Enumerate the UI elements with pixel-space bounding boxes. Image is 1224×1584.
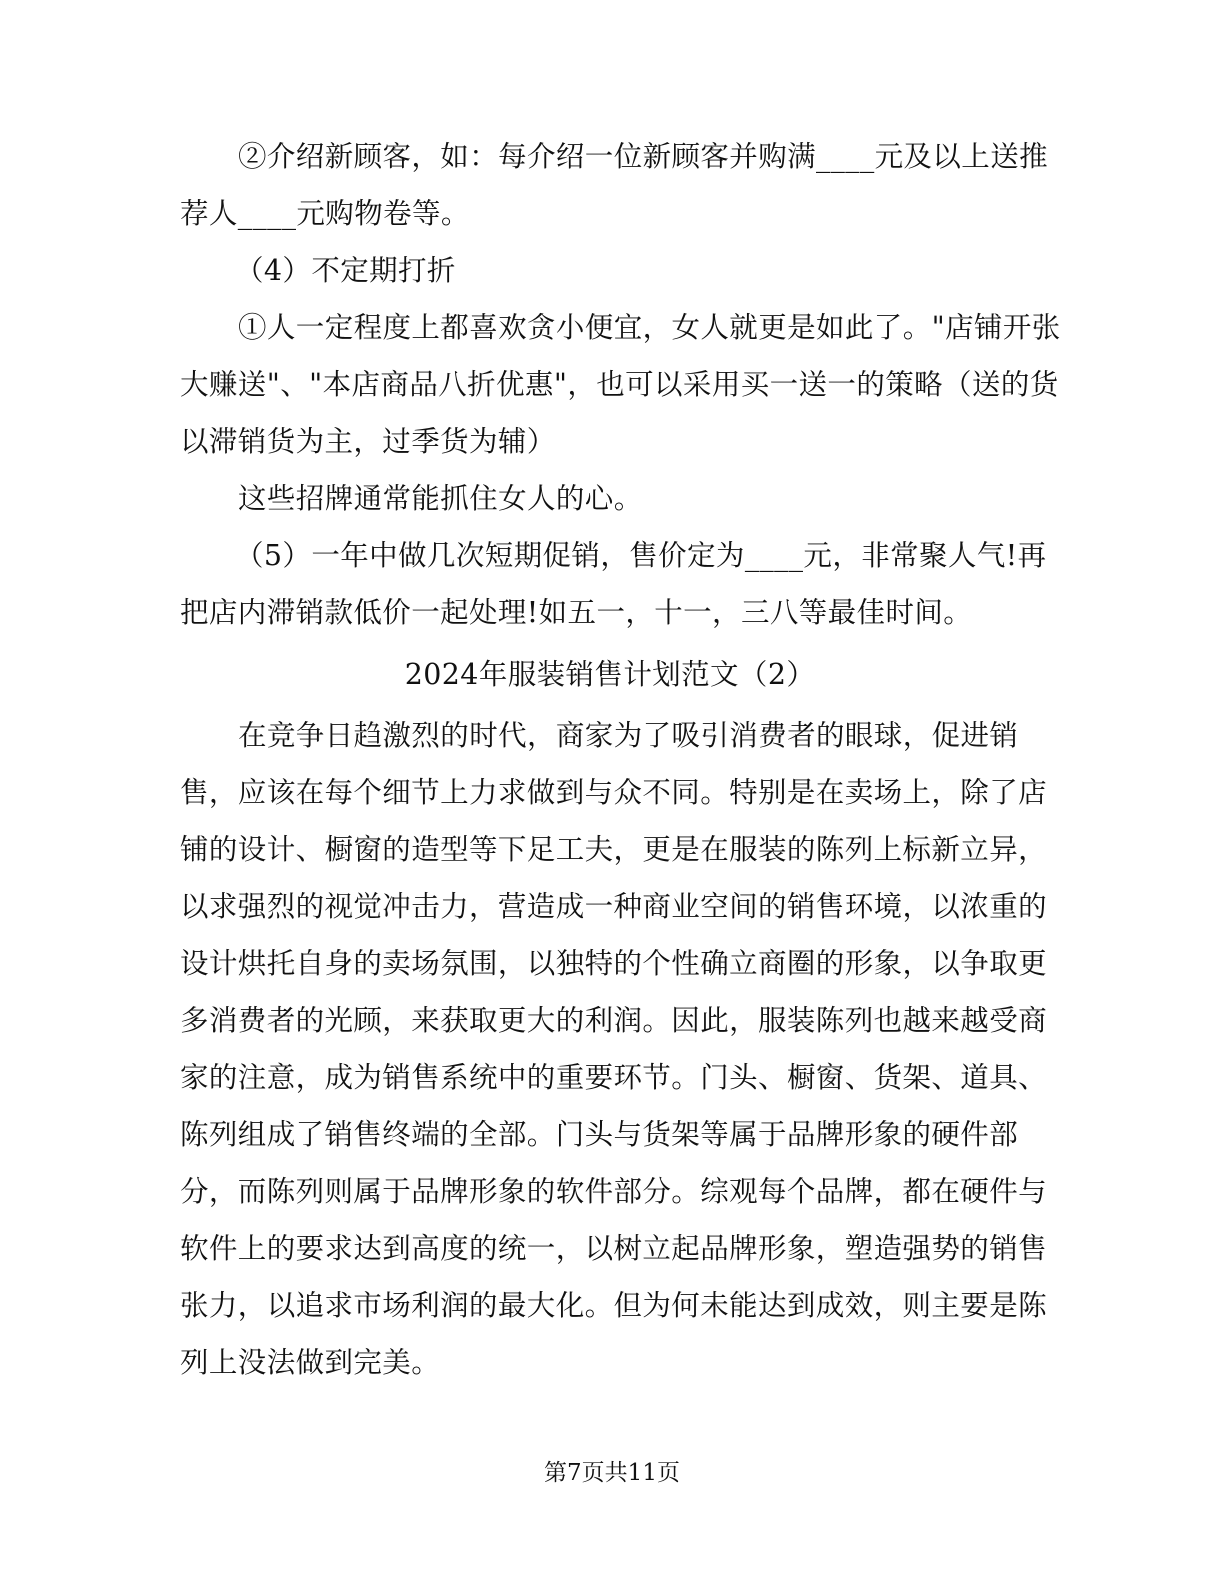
subheading-line: （4）不定期打折 — [235, 254, 456, 287]
paragraph-line: 分，而陈列则属于品牌形象的软件部分。综观每个品牌，都在硬件与 — [180, 1175, 1048, 1208]
paragraph-line: 陈列组成了销售终端的全部。门头与货架等属于品牌形象的硬件部 — [180, 1118, 1019, 1151]
document-body — [180, 128, 1061, 1391]
paragraph-line: 在竞争日趋激烈的时代，商家为了吸引消费者的眼球，促进销 — [238, 719, 1019, 752]
paragraph-line: 家的注意，成为销售系统中的重要环节。门头、橱窗、货架、道具、 — [180, 1061, 1048, 1094]
paragraph-line: ①人一定程度上都喜欢贪小便宜，女人就更是如此了。"店铺开张 — [238, 311, 1061, 344]
paragraph-line: 列上没法做到完美。 — [180, 1346, 441, 1379]
section-title: 2024年服装销售计划范文（2） — [404, 658, 816, 691]
page-number: 第7页共11页 — [544, 1460, 680, 1486]
paragraph-line: 大赚送"、"本店商品八折优惠"，也可以采用买一送一的策略（送的货 — [180, 368, 1059, 401]
paragraph-line: 多消费者的光顾，来获取更大的利润。因此，服装陈列也越来越受商 — [180, 1004, 1048, 1037]
paragraph-line: 以求强烈的视觉冲击力，营造成一种商业空间的销售环境，以浓重的 — [180, 890, 1048, 923]
paragraph-line: ②介绍新顾客，如：每介绍一位新顾客并购满____元及以上送推 — [238, 140, 1049, 173]
paragraph-line: 以滞销货为主，过季货为辅） — [180, 425, 556, 458]
paragraph-line: 售，应该在每个细节上力求做到与众不同。特别是在卖场上，除了店 — [180, 776, 1048, 809]
paragraph-line: 把店内滞销款低价一起处理!如五一，十一，三八等最佳时间。 — [180, 596, 973, 629]
paragraph-line: 铺的设计、橱窗的造型等下足工夫，更是在服装的陈列上标新立异， — [180, 833, 1048, 866]
paragraph-line: 设计烘托自身的卖场氛围，以独特的个性确立商圈的形象，以争取更 — [180, 947, 1048, 980]
paragraph-line: （5）一年中做几次短期促销，售价定为____元，非常聚人气!再 — [235, 539, 1047, 572]
paragraph-line: 软件上的要求达到高度的统一，以树立起品牌形象，塑造强势的销售 — [180, 1232, 1048, 1265]
paragraph-line: 荐人____元购物卷等。 — [180, 197, 470, 230]
paragraph-line: 这些招牌通常能抓住女人的心。 — [238, 482, 643, 515]
paragraph-line: 张力，以追求市场利润的最大化。但为何未能达到成效，则主要是陈 — [180, 1289, 1048, 1322]
